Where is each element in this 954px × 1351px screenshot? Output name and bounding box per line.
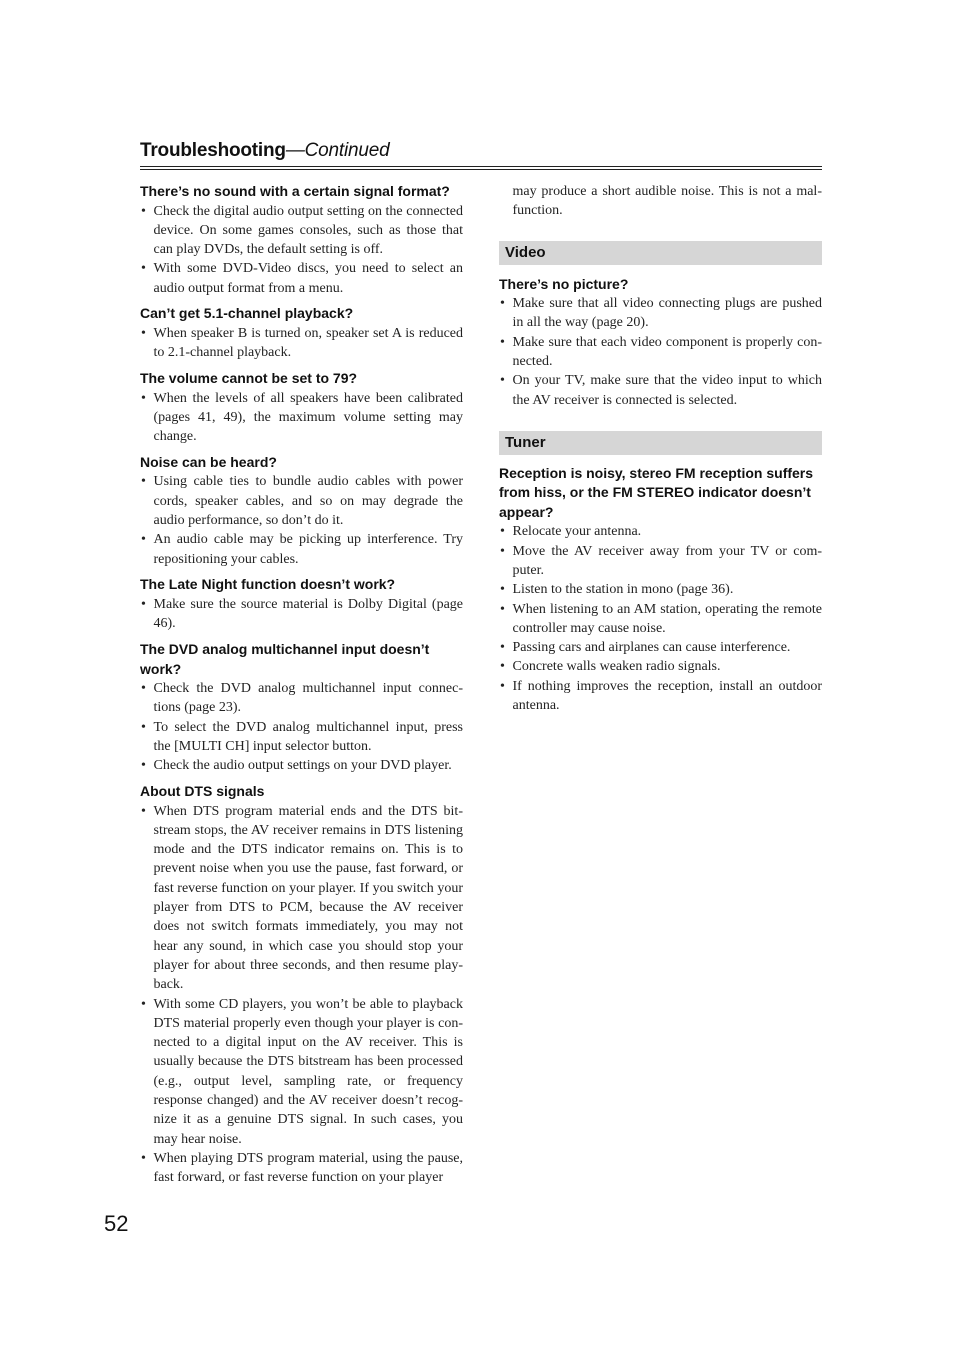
qa-no-51-playback: [140, 304, 463, 362]
answer-list: [499, 294, 822, 410]
section-heading-tuner: Tuner: [499, 431, 822, 455]
answer-item: • Move the AV receiver away from your TV or computer.: [499, 542, 822, 581]
answer-item: • An audio cable may be picking up interference. Try repositioning your cables.: [140, 530, 463, 569]
answer-list: [140, 595, 463, 634]
answer-item: • With some DVD-Video discs, you need to select an audio output format from a menu.: [140, 259, 463, 298]
answer-item: • Check the DVD analog multichannel input connections (page 23).: [140, 679, 463, 718]
answer-item: • When the levels of all speakers have been calibrated (pages 41, 49), the maximum volume setting may change.: [140, 389, 463, 447]
qa-volume-79: [140, 369, 463, 446]
answer-item: • If nothing improves the reception, install an outdoor antenna.: [499, 677, 822, 716]
qa-dvd-multichannel: [140, 640, 463, 775]
answer-item: • Concrete walls weaken radio signals.: [499, 657, 822, 676]
page-number: 52: [104, 1211, 129, 1236]
answer-list: [140, 802, 463, 1188]
section-heading-video: Video: [499, 241, 822, 265]
answer-list: [499, 522, 822, 715]
answer-item: • When listening to an AM station, operating the remote controller may cause noise.: [499, 600, 822, 639]
header-title-main: Troubleshooting: [140, 140, 286, 161]
answer-item: • Using cable ties to bundle audio cables with power cords, speaker cables, and so on may degrade the audio performance, so don’t do it.: [140, 472, 463, 530]
answer-item: • On your TV, make sure that the video input to which the AV receiver is connected is selected.: [499, 371, 822, 410]
answer-item: • When DTS program material ends and the DTS bitstream stops, the AV receiver remains in DTS listening mode and the DTS indicator remains on. This is to prevent noise when you use the pause, fast forward, or fast reverse function on your player. If you switch your player from DTS to PCM, because the AV receiver does not switch formats immediately, you may not hear any sound, in which case you should stop your player for about three seconds, and then resume playback.: [140, 802, 463, 995]
answer-item: • Check the digital audio output setting on the connected device. On some games consoles, such as those that can play DVDs, the default setting is off.: [140, 202, 463, 260]
question-heading: Can’t get 5.1-channel playback?: [140, 305, 354, 322]
question-heading: Noise can be heard?: [140, 453, 277, 470]
answer-item: • Listen to the station in mono (page 36).: [499, 580, 822, 599]
header-title: [140, 140, 389, 161]
question-heading: About DTS signals: [140, 783, 265, 800]
answer-item: • When speaker B is turned on, speaker set A is reduced to 2.1-channel playback.: [140, 324, 463, 363]
question-heading: There’s no sound with a certain signal format?: [140, 183, 450, 199]
question-heading: The Late Night function doesn’t work?: [140, 576, 396, 593]
answer-item: • Relocate your antenna.: [499, 522, 822, 541]
answer-list: [140, 324, 463, 363]
answer-list: [140, 679, 463, 775]
answer-item: • To select the DVD analog multichannel input, press the [MULTI CH] input selector button.: [140, 718, 463, 757]
right-column: [499, 182, 822, 722]
question-heading: Reception is noisy, stereo FM reception suffers from hiss, or the FM STEREO indicator doesn’t appear?: [499, 464, 814, 520]
qa-noise: [140, 453, 463, 569]
question-heading: The volume cannot be set to 79?: [140, 370, 358, 387]
answer-item: • Make sure that all video connecting plugs are pushed in all the way (page 20).: [499, 294, 822, 333]
answer-item: • With some CD players, you won’t be able to playback DTS material properly even though your player is connected to a digital input on the AV receiver. This is usually because the DTS bitstream has been processed (e.g., output level, sampling rate, or frequency response changed) and the AV receiver doesn’t recognize it as a genuine DTS signal. In such cases, you may hear noise.: [140, 995, 463, 1149]
qa-no-picture: [499, 275, 822, 410]
qa-no-sound-format: [140, 182, 463, 298]
question-heading: There’s no picture?: [499, 275, 629, 292]
answer-item: • Make sure that each video component is properly connected.: [499, 333, 822, 372]
question-heading: The DVD analog multichannel input doesn’t work?: [140, 641, 430, 677]
answer-item: • Check the audio output settings on your DVD player.: [140, 756, 463, 775]
answer-list: [140, 389, 463, 447]
answer-item: • Make sure the source material is Dolby Digital (page 46).: [140, 595, 463, 634]
qa-late-night: [140, 575, 463, 633]
header-title-continued: —Continued: [285, 140, 390, 161]
qa-dts-signals: [140, 782, 463, 1187]
answer-item: • When playing DTS program material, using the pause, fast forward, or fast reverse function on your player: [140, 1149, 463, 1188]
left-column: [140, 182, 463, 1194]
page-header: [140, 139, 822, 170]
answer-list: [140, 202, 463, 298]
answer-item: • Passing cars and airplanes can cause interference.: [499, 638, 822, 657]
qa-reception-noisy: [499, 464, 822, 715]
continued-text: may produce a short audible noise. This is not a malfunction.: [512, 184, 822, 219]
answer-list: [140, 472, 463, 568]
